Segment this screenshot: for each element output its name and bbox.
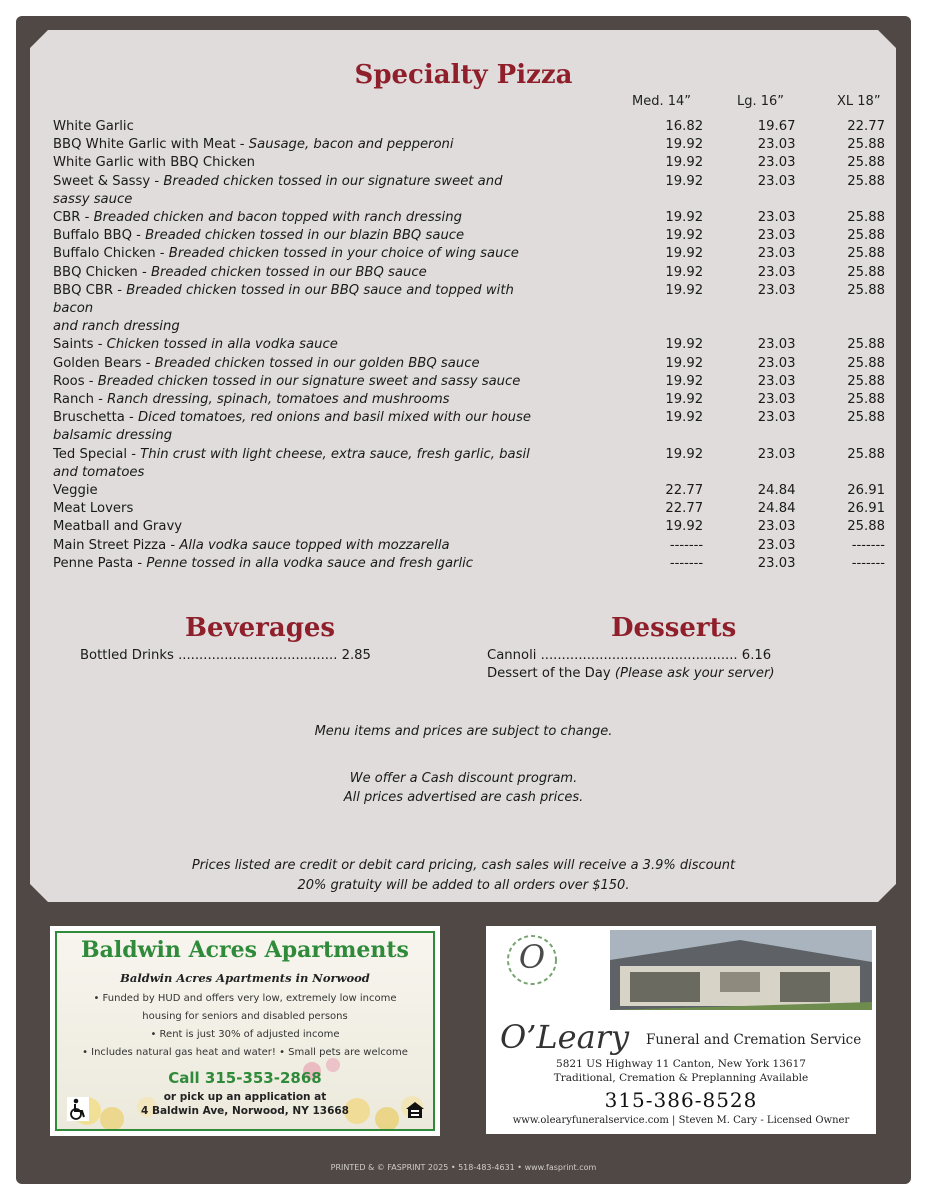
price-large: 23.03 <box>757 137 796 153</box>
baldwin-acres-subtitle: Baldwin Acres Apartments in Norwood <box>120 971 370 985</box>
menu-item-name: BBQ Chicken - <box>53 264 151 280</box>
baldwin-acres-title: Baldwin Acres Apartments <box>81 937 409 963</box>
price-large: 23.03 <box>757 246 796 262</box>
price-large: 23.03 <box>757 355 796 371</box>
equal-housing-icon <box>405 1101 425 1119</box>
menu-item <box>53 336 885 354</box>
menu-item-text <box>53 173 548 209</box>
price-large: 23.03 <box>757 264 796 280</box>
baldwin-acres-ad <box>50 926 440 1136</box>
price-medium: 19.92 <box>665 410 704 426</box>
menu-item-description: Breaded chicken tossed in our BBQ sauce <box>150 264 427 280</box>
dessert-cannoli: Cannoli ............................................... 6.16 <box>487 648 772 663</box>
price-large: 19.67 <box>757 119 796 134</box>
menu-item-text <box>53 500 548 518</box>
price-xl: ------- <box>851 555 885 571</box>
menu-item <box>53 227 885 245</box>
menu-item <box>53 391 885 409</box>
price-large: 23.03 <box>757 392 796 408</box>
menu-item-name: Veggie <box>53 483 98 499</box>
price-large: 23.03 <box>757 228 796 244</box>
menu-item-text <box>53 555 548 573</box>
menu-item-name: Meatball and Gravy <box>53 519 183 535</box>
price-large: 24.84 <box>757 483 796 499</box>
menu-item-name: Buffalo Chicken - <box>53 246 169 262</box>
price-large: 24.84 <box>757 501 796 517</box>
menu-item-text <box>53 264 548 282</box>
menu-item-name: BBQ White Garlic with Meat - <box>53 137 249 153</box>
menu-item-description: Breaded chicken tossed in our golden BBQ sauce <box>154 355 480 371</box>
price-xl: 25.88 <box>847 446 885 462</box>
menu-item-text <box>53 282 548 337</box>
menu-item <box>53 173 885 209</box>
dessert-of-the-day-note: (Please ask your server) <box>614 666 775 681</box>
menu-item-name: White Garlic with BBQ Chicken <box>53 155 255 171</box>
menu-item <box>53 118 885 136</box>
oleary-service: Funeral and Cremation Service <box>646 1032 862 1048</box>
size-header-xl: XL 18” <box>837 94 881 109</box>
note-cash-discount-1: We offer a Cash discount program. <box>349 771 578 786</box>
menu-item-name: Main Street Pizza - <box>53 537 180 553</box>
menu-item-description: Diced tomatoes, red onions and basil mixed with our house <box>138 410 532 426</box>
menu-item-name: Ted Special - <box>53 446 141 462</box>
menu-item-name: Sweet & Sassy - <box>53 173 164 189</box>
menu-item-description: Breaded chicken tossed in our signature sweet and sassy sauce <box>97 373 521 389</box>
menu-item-description-cont: balsamic dressing <box>53 428 173 444</box>
price-xl: 25.88 <box>847 246 885 262</box>
menu-item-description: Ranch dressing, spinach, tomatoes and mushrooms <box>107 392 450 408</box>
menu-item-text <box>53 154 548 172</box>
price-xl: 25.88 <box>847 137 885 153</box>
menu-item-name: Ranch - <box>53 392 108 408</box>
menu-item-text <box>53 373 548 391</box>
specialty-pizza-title: Specialty Pizza <box>354 60 573 90</box>
menu-item <box>53 500 885 518</box>
menu-item-text <box>53 537 548 555</box>
price-medium: 19.92 <box>665 173 704 189</box>
menu-item-text <box>53 136 548 154</box>
baldwin-apply-line-1: or pick up an application at <box>163 1091 327 1103</box>
menu-item-text <box>53 482 548 500</box>
price-xl: 25.88 <box>847 355 885 371</box>
baldwin-apply-line-2: 4 Baldwin Ave, Norwood, NY 13668 <box>140 1105 349 1117</box>
note-cash-discount-2: All prices advertised are cash prices. <box>343 790 584 805</box>
price-medium: 19.92 <box>665 373 704 389</box>
menu-item <box>53 482 885 500</box>
price-large: 23.03 <box>757 555 796 571</box>
price-xl: 25.88 <box>847 210 885 226</box>
menu-item-description: Breaded chicken tossed in your choice of wing sauce <box>168 246 519 262</box>
desserts-title: Desserts <box>611 613 737 643</box>
baldwin-line-2: housing for seniors and disabled persons <box>142 1011 348 1022</box>
menu-item-name: Saints - <box>53 337 107 353</box>
menu-item-description: Breaded chicken tossed in our blazin BBQ sauce <box>145 228 465 244</box>
price-large: 23.03 <box>757 537 796 553</box>
note-card-pricing: Prices listed are credit or debit card pricing, cash sales will receive a 3.9% discount <box>191 858 736 873</box>
price-medium: 19.92 <box>665 155 704 171</box>
menu-item <box>53 264 885 282</box>
beverage-bottled-drinks: Bottled Drinks ...................................... 2.85 <box>80 648 371 663</box>
dessert-of-the-day <box>487 666 775 681</box>
price-medium: 19.92 <box>665 246 704 262</box>
menu-item <box>53 282 885 337</box>
price-xl: 25.88 <box>847 155 885 171</box>
menu-item-description: Thin crust with light cheese, extra sauce, fresh garlic, basil <box>140 446 530 462</box>
menu-item-name: CBR - <box>53 210 94 226</box>
menu-item-description: Chicken tossed in alla vodka sauce <box>106 337 338 353</box>
menu-item-name: Buffalo BBQ - <box>53 228 146 244</box>
menu-item-name: White Garlic <box>53 119 134 134</box>
price-xl: 25.88 <box>847 228 885 244</box>
price-xl: 25.88 <box>847 264 885 280</box>
price-xl: 25.88 <box>847 337 885 353</box>
size-header-large: Lg. 16” <box>737 94 785 109</box>
baldwin-line-4: • Includes natural gas heat and water! • Small pets are welcome <box>82 1047 408 1058</box>
menu-item-text <box>53 518 548 536</box>
menu-item-description-cont: and tomatoes <box>53 464 145 480</box>
pizza-menu-list <box>53 118 885 573</box>
oleary-name: O’Leary <box>500 1018 630 1056</box>
menu-item-name: Golden Bears - <box>53 355 155 371</box>
price-medium: 19.92 <box>665 282 704 298</box>
price-medium: 16.82 <box>665 119 704 134</box>
price-medium: 19.92 <box>665 228 704 244</box>
menu-item-name: Bruschetta - <box>53 410 138 426</box>
baldwin-acres-ad-panel <box>55 931 435 1131</box>
oleary-monogram: O <box>518 938 546 976</box>
menu-item-description: Sausage, bacon and pepperoni <box>248 137 454 153</box>
baldwin-line-3: • Rent is just 30% of adjusted income <box>150 1029 340 1040</box>
price-xl: 25.88 <box>847 282 885 298</box>
menu-item-name: Meat Lovers <box>53 501 134 517</box>
price-large: 23.03 <box>757 337 796 353</box>
price-large: 23.03 <box>757 155 796 171</box>
price-xl: 25.88 <box>847 519 885 535</box>
price-xl: 25.88 <box>847 410 885 426</box>
oleary-info <box>486 1057 876 1085</box>
funeral-home-building-image <box>610 930 872 1010</box>
note-gratuity: 20% gratuity will be added to all orders over $150. <box>297 878 630 893</box>
price-medium: 22.77 <box>665 483 704 499</box>
price-medium: 19.92 <box>665 446 704 462</box>
price-xl: 26.91 <box>847 501 885 517</box>
menu-item-description: Penne tossed in alla vodka sauce and fresh garlic <box>146 555 474 571</box>
menu-item <box>53 245 885 263</box>
beverages-title: Beverages <box>185 613 336 643</box>
menu-item-text <box>53 409 548 445</box>
price-medium: 19.92 <box>665 337 704 353</box>
menu-item-description: Breaded chicken tossed in our signature sweet and <box>163 173 503 189</box>
size-header-medium: Med. 14” <box>632 94 692 109</box>
print-credit: PRINTED & © FASPRINT 2025 • 518-483-4631 • www.fasprint.com <box>330 1163 597 1172</box>
menu-item-text <box>53 355 548 373</box>
menu-item-text <box>53 336 548 354</box>
oleary-address: 5821 US Highway 11 Canton, New York 13617 <box>556 1058 806 1070</box>
menu-item-text <box>53 245 548 263</box>
menu-item-text <box>53 118 548 136</box>
menu-item-description-cont: sassy sauce <box>53 191 133 207</box>
baldwin-acres-apply <box>57 1090 433 1118</box>
menu-item <box>53 355 885 373</box>
baldwin-acres-details <box>57 990 433 1062</box>
price-xl: 25.88 <box>847 373 885 389</box>
price-medium: 19.92 <box>665 210 704 226</box>
menu-item-description: Breaded chicken and bacon topped with ranch dressing <box>93 210 462 226</box>
price-medium: 19.92 <box>665 355 704 371</box>
price-xl: 22.77 <box>847 119 885 134</box>
price-xl: ------- <box>851 537 885 553</box>
baldwin-acres-phone: Call 315-353-2868 <box>168 1069 322 1087</box>
price-medium: 19.92 <box>665 392 704 408</box>
menu-item <box>53 518 885 536</box>
price-medium: 22.77 <box>665 501 704 517</box>
menu-item-description: Alla vodka sauce topped with mozzarella <box>179 537 450 553</box>
menu-item-description-cont: and ranch dressing <box>53 319 180 335</box>
menu-item <box>53 373 885 391</box>
baldwin-line-1: • Funded by HUD and offers very low, extremely low income <box>93 993 397 1004</box>
price-large: 23.03 <box>757 282 796 298</box>
price-medium: ------- <box>669 537 704 553</box>
oleary-phone: 315-386-8528 <box>604 1088 758 1112</box>
price-large: 23.03 <box>757 373 796 389</box>
price-xl: 25.88 <box>847 392 885 408</box>
wheelchair-accessible-icon <box>67 1097 89 1121</box>
price-large: 23.03 <box>757 210 796 226</box>
oleary-footer: www.olearyfuneralservice.com | Steven M. Cary - Licensed Owner <box>512 1115 850 1126</box>
menu-item-text <box>53 227 548 245</box>
price-xl: 26.91 <box>847 483 885 499</box>
menu-item-name: BBQ CBR - <box>53 282 127 298</box>
price-large: 23.03 <box>757 446 796 462</box>
menu-item-text <box>53 209 548 227</box>
price-medium: ------- <box>669 555 704 571</box>
menu-item <box>53 154 885 172</box>
menu-item <box>53 136 885 154</box>
price-large: 23.03 <box>757 519 796 535</box>
oleary-tagline: Traditional, Cremation & Preplanning Available <box>553 1072 809 1084</box>
note-subject-to-change: Menu items and prices are subject to change. <box>314 724 613 739</box>
menu-item-name: Penne Pasta - <box>53 555 147 571</box>
menu-item <box>53 555 885 573</box>
price-medium: 19.92 <box>665 137 704 153</box>
menu-item-description: Breaded chicken tossed in our BBQ sauce and topped with bacon <box>53 282 514 317</box>
menu-item <box>53 537 885 555</box>
menu-item-text <box>53 391 548 409</box>
price-medium: 19.92 <box>665 519 704 535</box>
menu-item-name: Roos - <box>53 373 98 389</box>
price-medium: 19.92 <box>665 264 704 280</box>
dessert-of-the-day-label: Dessert of the Day <box>487 666 615 681</box>
menu-item <box>53 446 885 482</box>
price-xl: 25.88 <box>847 173 885 189</box>
menu-item <box>53 409 885 445</box>
menu-item <box>53 209 885 227</box>
price-large: 23.03 <box>757 173 796 189</box>
price-large: 23.03 <box>757 410 796 426</box>
oleary-funeral-ad <box>486 926 876 1134</box>
menu-item-text <box>53 446 548 482</box>
